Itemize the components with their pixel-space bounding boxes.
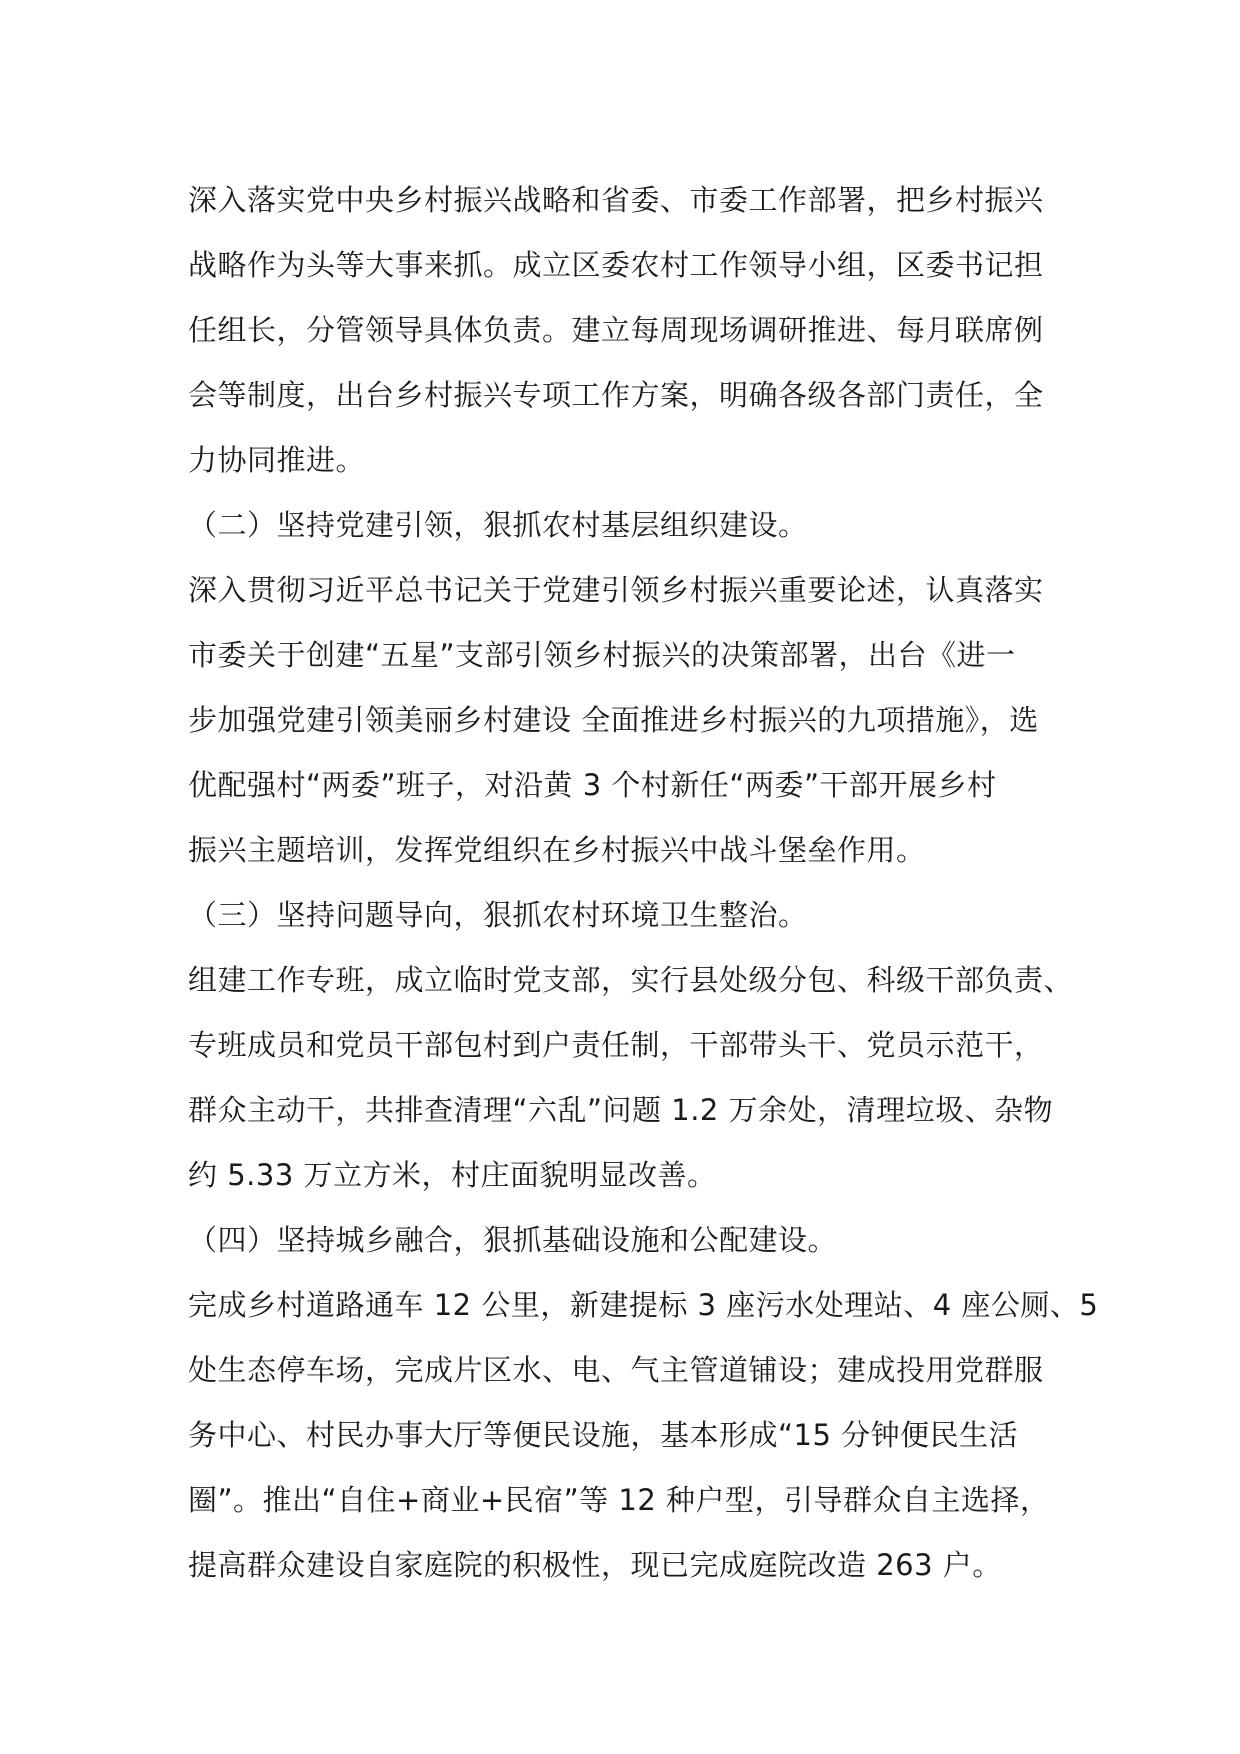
- document-body: [188, 168, 1099, 1598]
- paragraph-line: 专班成员和党员干部包村到户责任制，干部带头干、党员示范干，: [188, 1028, 1044, 1062]
- paragraph-line: 组建工作专班，成立临时党支部，实行县处级分包、科级干部负责、: [188, 963, 1074, 997]
- paragraph-line: 力协同推进。: [188, 443, 366, 477]
- paragraph-line: 步加强党建引领美丽乡村建设 全面推进乡村振兴的九项措施》，选: [188, 703, 1039, 737]
- paragraph-line: 会等制度，出台乡村振兴专项工作方案，明确各级各部门责任，全: [188, 378, 1044, 412]
- paragraph-line: 战略作为头等大事来抓。成立区委农村工作领导小组，区委书记担: [188, 248, 1044, 282]
- paragraph-line: 振兴主题培训，发挥党组织在乡村振兴中战斗堡垒作用。: [188, 833, 926, 867]
- paragraph-line: 优配强村“两委”班子，对沿黄 3 个村新任“两委”干部开展乡村: [188, 768, 997, 802]
- paragraph-line: 深入贯彻习近平总书记关于党建引领乡村振兴重要论述，认真落实: [188, 573, 1044, 607]
- paragraph-line: 约 5.33 万立方米，村庄面貌明显改善。: [188, 1158, 717, 1192]
- paragraph-line: 市委关于创建“五星”支部引领乡村振兴的决策部署，出台《进一: [188, 638, 1016, 672]
- section-heading: （四）坚持城乡融合，狠抓基础设施和公配建设。: [188, 1223, 838, 1257]
- paragraph-line: 务中心、村民办事大厅等便民设施，基本形成“15 分钟便民生活: [188, 1418, 1019, 1452]
- paragraph-line: 深入落实党中央乡村振兴战略和省委、市委工作部署，把乡村振兴: [188, 183, 1044, 217]
- paragraph-line: 完成乡村道路通车 12 公里，新建提标 3 座污水处理站、4 座公厕、5: [188, 1288, 1099, 1322]
- section-heading: （三）坚持问题导向，狠抓农村环境卫生整治。: [188, 898, 808, 932]
- section-heading: （二）坚持党建引领，狠抓农村基层组织建设。: [188, 508, 808, 542]
- paragraph-line: 任组长，分管领导具体负责。建立每周现场调研推进、每月联席例: [188, 313, 1044, 347]
- paragraph-line: 群众主动干，共排查清理“六乱”问题 1.2 万余处，清理垃圾、杂物: [188, 1093, 1054, 1127]
- paragraph-line: 处生态停车场，完成片区水、电、气主管道铺设；建成投用党群服: [188, 1353, 1044, 1387]
- paragraph-line: 提高群众建设自家庭院的积极性，现已完成庭院改造 263 户。: [188, 1548, 1002, 1582]
- paragraph-line: 圈”。推出“自住+商业+民宿”等 12 种户型，引导群众自主选择，: [188, 1483, 1050, 1517]
